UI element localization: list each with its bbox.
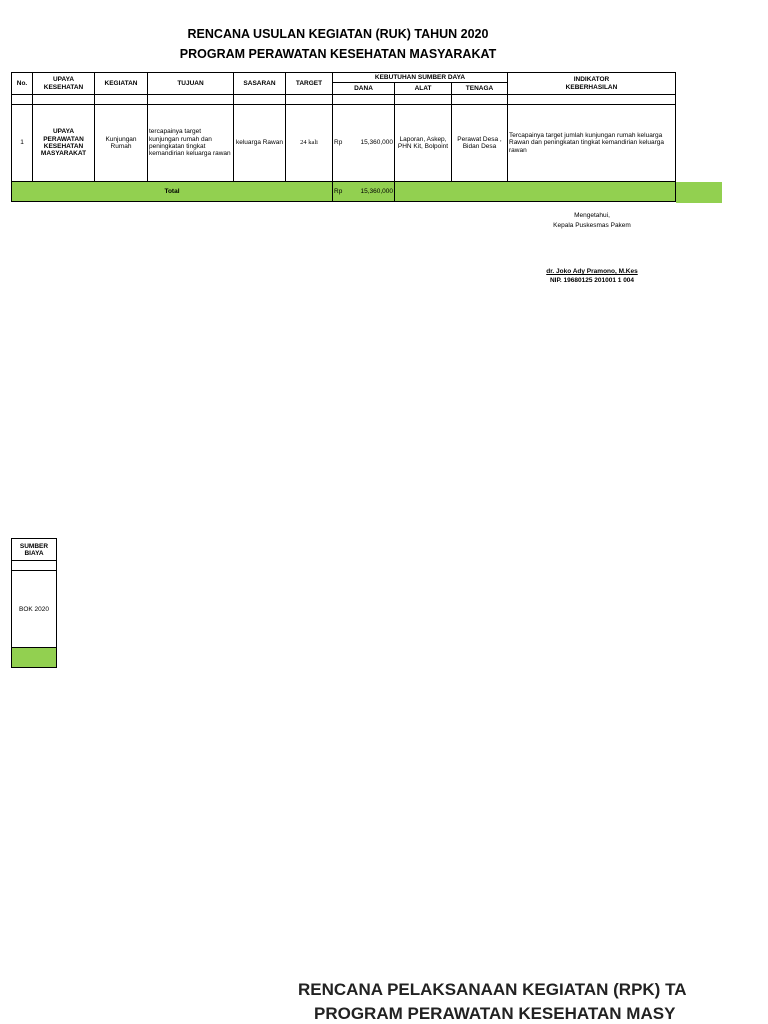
total-value: 15,360,000 [360, 187, 393, 195]
header-upaya-line2: KESEHATAN [43, 83, 84, 91]
sumber-biaya-header-line1: SUMBER [19, 542, 49, 550]
sumber-biaya-header [12, 539, 57, 561]
header-tenaga: TENAGA [452, 83, 508, 95]
header-target: TARGET [286, 73, 333, 95]
sumber-biaya-total [12, 648, 57, 668]
header-alat: ALAT [395, 83, 452, 95]
total-label: Total [12, 182, 333, 202]
dana-value: 15,360,000 [360, 139, 393, 147]
cell-upaya: UPAYA PERAWATAN KESEHATAN MASYARAKAT [33, 105, 95, 182]
spacer-row [12, 95, 676, 105]
rpk-title: RENCANA PELAKSANAAN KEGIATAN (RPK) TA [298, 980, 687, 999]
total-remaining [395, 182, 676, 202]
header-tujuan: TUJUAN [148, 73, 234, 95]
cell-tujuan: tercapainya target kunjungan rumah dan peningkatan tingkat kemandirian keluarga rawan [148, 105, 234, 182]
sumber-biaya-value: BOK 2020 [12, 571, 57, 648]
header-upaya-line1: UPAYA [52, 76, 75, 84]
header-kegiatan: KEGIATAN [95, 73, 148, 95]
sumber-biaya-header-line2: BIAYA [24, 549, 44, 557]
sumber-biaya-table [11, 538, 57, 668]
total-currency: Rp [334, 187, 343, 195]
cell-target: 24 kali [286, 105, 333, 182]
header-upaya-kesehatan [33, 73, 95, 95]
cell-dana [333, 105, 395, 182]
header-indikator-keberhasilan [508, 73, 676, 95]
total-row [12, 182, 676, 202]
sumber-biaya-spacer [12, 561, 57, 571]
cell-alat: Laporan, Askep, PHN Kit, Bolpoint [395, 105, 452, 182]
signature-block [522, 212, 662, 284]
document-title: RENCANA USULAN KEGIATAN (RUK) TAHUN 2020 [187, 27, 489, 41]
header-sasaran: SASARAN [234, 73, 286, 95]
header-indikator-line1: INDIKATOR [573, 76, 610, 84]
program-title: PROGRAM PERAWATAN KESEHATAN MASYARAKAT [179, 47, 497, 61]
signature-nip: NIP. 19680125 201001 1 004 [549, 277, 635, 284]
total-row-fill-extension [676, 182, 722, 203]
cell-tenaga: Perawat Desa , Bidan Desa [452, 105, 508, 182]
ruk-table [11, 72, 676, 202]
signature-position: Kepala Puskesmas Pakem [553, 222, 631, 229]
total-dana [333, 182, 395, 202]
cell-kegiatan: Kunjungan Rumah [95, 105, 148, 182]
dana-currency: Rp [334, 139, 343, 147]
header-dana: DANA [333, 83, 395, 95]
header-indikator-line2: KEBERHASILAN [565, 83, 618, 91]
rpk-program-title: PROGRAM PERAWATAN KESEHATAN MASY [314, 1004, 676, 1023]
header-kebutuhan-sumber-daya: KEBUTUHAN SUMBER DAYA [333, 73, 508, 83]
header-no: No. [12, 73, 33, 95]
cell-sasaran: keluarga Rawan [234, 105, 286, 182]
signature-name: dr. Joko Ady Pramono, M.Kes [546, 268, 638, 275]
table-row [12, 105, 676, 182]
signature-mengetahui: Mengetahui, [574, 212, 610, 219]
cell-no: 1 [12, 105, 33, 182]
cell-indikator: Tercapainya target jumlah kunjungan rumah keluarga Rawan dan peningkatan tingkat kemandirian keluarga rawan [508, 105, 676, 182]
